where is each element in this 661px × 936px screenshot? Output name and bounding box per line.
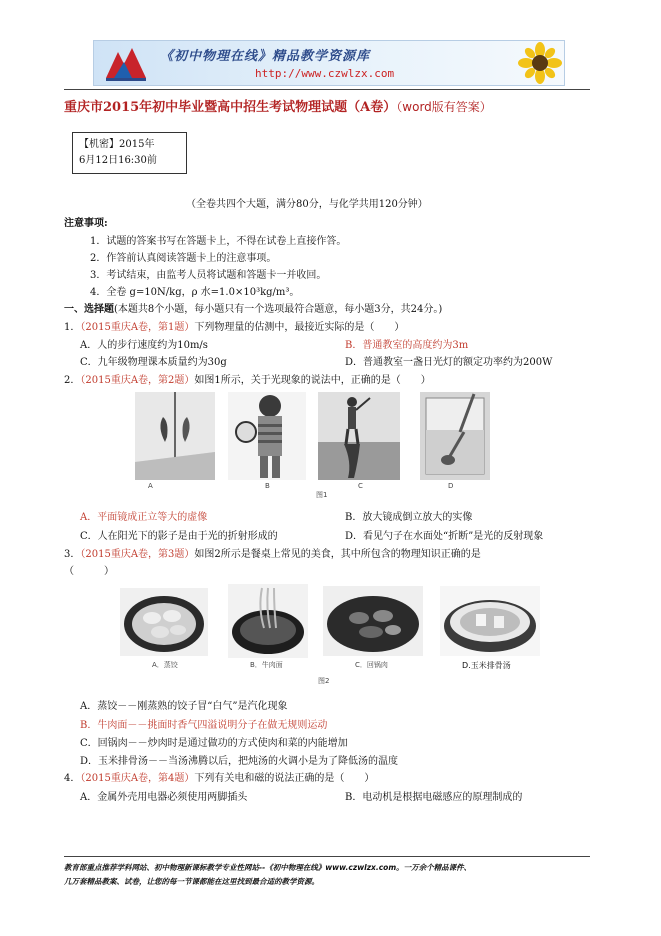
footer-line-1: 教育部重点推荐学科网站、初中物理新课标教学专业性网站--《初中物理在线》www.czwlzx.com。一万余个精品课件、: [64, 863, 472, 872]
section-1-label: 一、选择题: [64, 304, 114, 315]
question-1: [64, 318, 404, 333]
q2-option-d: D．看见勺子在水面处“折断”是光的反射现象: [345, 531, 544, 542]
q1-source: （2015重庆A卷，第1题）: [80, 322, 195, 333]
fig2-label-b: B．牛肉面: [250, 661, 283, 669]
fig2-label-c: C．回锅肉: [355, 661, 388, 669]
figure2-beef-noodles-image: [228, 584, 308, 658]
q1-option-d: D．普通教室一盏日光灯的额定功率约为200W: [345, 357, 553, 368]
q4-option-a: A．金属外壳用电器必须使用两脚插头: [80, 792, 248, 803]
figure1-mirror-image: [135, 392, 215, 480]
title-main: 重庆市2015年初中毕业暨高中招生考试物理试题（A卷）: [64, 100, 397, 115]
q2-stem: 如图1所示，关于光现象的说法中，正确的是（ ）: [194, 375, 431, 386]
figure-1-caption: 图1: [316, 491, 328, 499]
notes-heading: 注意事项:: [64, 218, 108, 229]
q3-option-d: D．玉米排骨汤－－当汤沸腾以后，把炖汤的火调小是为了降低汤的温度: [80, 756, 399, 767]
q1-option-b: B．普通教室的高度约为3m: [345, 340, 469, 351]
figure2-twice-cooked-pork-image: [323, 586, 423, 656]
page-title: [64, 96, 492, 115]
q4-number: 4．: [64, 773, 81, 784]
header-rule: [64, 89, 590, 90]
q3-answer-paren: （ ）: [64, 566, 114, 577]
secret-line-1: 【机密】2015年: [79, 139, 155, 150]
question-2: [64, 371, 431, 386]
q3-number: 3．: [64, 549, 81, 560]
note-item-2: 2．作答前认真阅读答题卡上的注意事项。: [90, 253, 277, 264]
q3-option-a: A．蒸饺－－刚蒸熟的饺子冒“白气”是汽化现象: [80, 701, 288, 712]
fig1-label-d: D: [448, 482, 454, 490]
note-item-4: 4．全卷 g=10N/kg，ρ 水=1.0×10³kg/m³。: [90, 287, 300, 298]
figure2-dumplings-image: [120, 588, 208, 656]
q4-option-b: B．电动机是根据电磁感应的原理制成的: [345, 792, 523, 803]
exam-info: （全卷共四个大题，满分80分，与化学共用120分钟）: [186, 199, 428, 210]
question-3: [64, 545, 481, 560]
note-item-3: 3．考试结束，由监考人员将试题和答题卡一并收回。: [90, 270, 327, 281]
figure1-shadow-image: [318, 392, 400, 480]
fig2-label-a: A．蒸饺: [152, 661, 178, 669]
figure1-spoon-image: [420, 392, 490, 480]
q1-option-c: C．九年级物理课本质量约为30g: [80, 357, 227, 368]
q2-source: （2015重庆A卷，第2题）: [80, 375, 195, 386]
q4-stem: 下列有关电和磁的说法正确的是（ ）: [194, 773, 375, 784]
sunflower-icon: [518, 42, 562, 84]
site-logo: [102, 44, 150, 84]
figure1-magnifier-image: [228, 392, 306, 480]
banner-title: 《初中物理在线》精品教学资源库: [160, 49, 371, 64]
fig2-label-d: D.玉米排骨汤: [462, 661, 511, 670]
question-4: [64, 769, 374, 784]
secret-line-2: 6月12日16:30前: [79, 155, 157, 166]
footer-rule: [64, 856, 590, 857]
q3-stem: 如图2所示是餐桌上常见的美食，其中所包含的物理知识正确的是: [194, 549, 481, 560]
q2-number: 2．: [64, 375, 81, 386]
q2-option-a: A．平面镜成正立等大的虚像: [80, 512, 208, 523]
q1-number: 1．: [64, 322, 81, 333]
q4-source: （2015重庆A卷，第4题）: [80, 773, 195, 784]
section-1-heading: [64, 300, 442, 315]
note-item-1: 1．试题的答案书写在答题卡上，不得在试卷上直接作答。: [90, 236, 347, 247]
q3-option-c: C．回锅肉－－炒肉时是通过做功的方式使肉和菜的内能增加: [80, 738, 348, 749]
q1-option-a: A．人的步行速度约为10m/s: [80, 340, 208, 351]
fig1-label-a: A: [148, 482, 153, 490]
q1-stem: 下列物理量的估测中，最接近实际的是（ ）: [194, 322, 405, 333]
section-1-desc: (本题共8个小题，每小题只有一个选项最符合题意，每小题3分，共24分。): [114, 304, 443, 315]
figure-2-caption: 图2: [318, 677, 330, 685]
q2-option-b: B．放大镜成倒立放大的实像: [345, 512, 473, 523]
title-tag: （word版有答案）: [396, 100, 492, 114]
fig1-label-b: B: [265, 482, 270, 490]
q2-option-c: C．人在阳光下的影子是由于光的折射形成的: [80, 531, 278, 542]
q3-source: （2015重庆A卷，第3题）: [80, 549, 195, 560]
q3-option-b: B．牛肉面－－挑面时香气四溢说明分子在做无规则运动: [80, 720, 328, 731]
fig1-label-c: C: [358, 482, 363, 490]
banner-url[interactable]: http://www.czwlzx.com: [255, 67, 395, 80]
footer-line-2: 几万套精品教案、试卷，让您的每一节课都能在这里找到最合适的教学资源。: [64, 877, 319, 886]
confidential-box: [72, 132, 187, 174]
figure2-corn-ribs-soup-image: [440, 586, 540, 656]
